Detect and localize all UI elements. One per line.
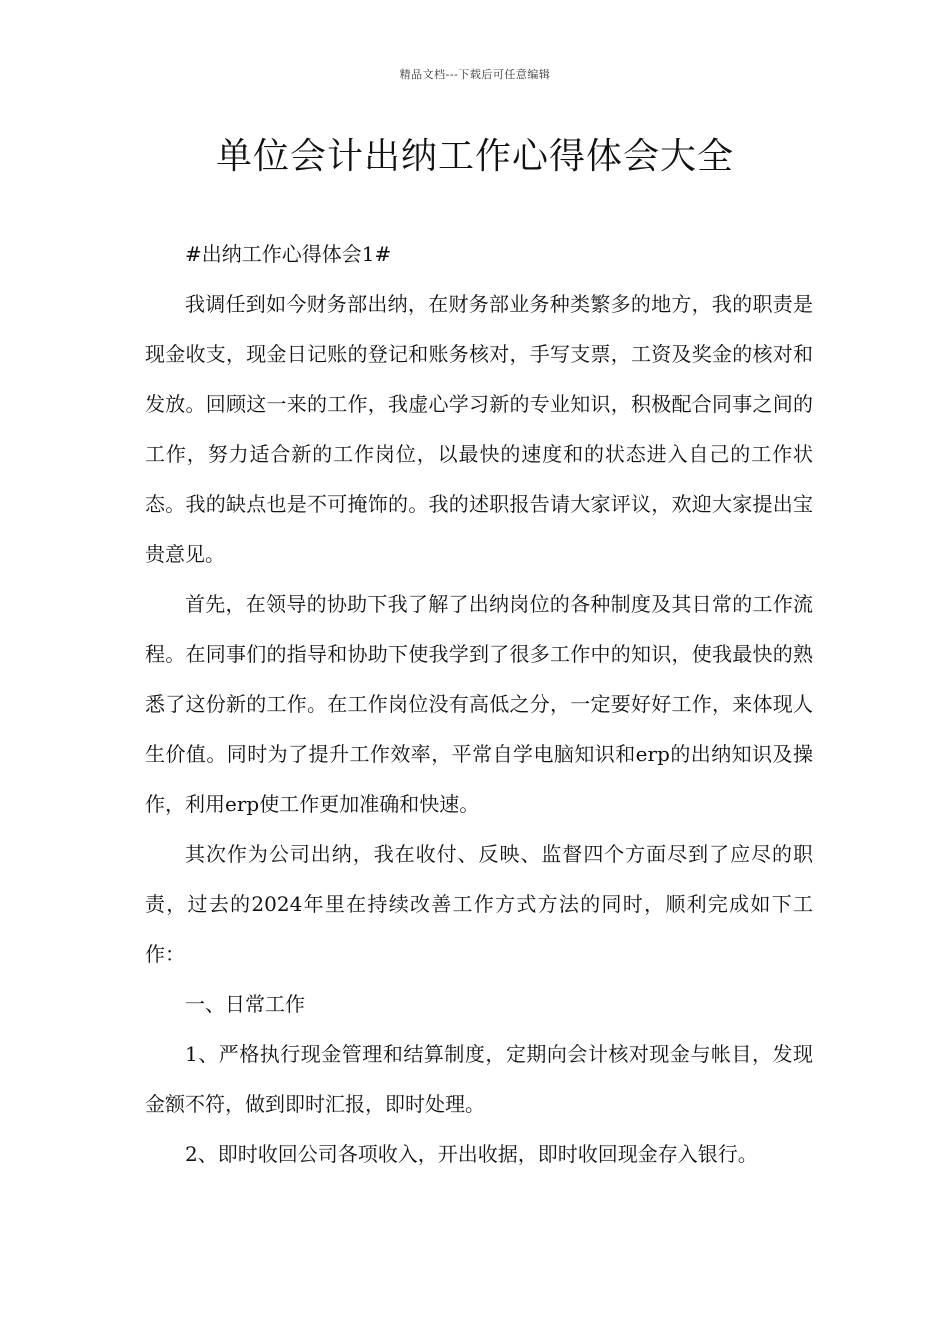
list-item-1: 1、严格执行现金管理和结算制度，定期向会计核对现金与帐目，发现金额不符，做到即时汇报，即时处理。 [145,1042,813,1116]
section-heading-1: #出纳工作心得体会1# [185,242,392,266]
document-body [145,229,813,1179]
paragraph-second: 其次作为公司出纳，我在收付、反映、监督四个方面尽到了应尽的职责，过去的2024年里在持续改善工作方式方法的同时，顺利完成如下工作： [145,842,813,966]
document-title: 单位会计出纳工作心得体会大全 [215,136,734,177]
page-header-note: 精品文档---下载后可任意编辑 [399,68,551,81]
list-item-2: 2、即时收回公司各项收入，开出收据，即时收回现金存入银行。 [185,1142,758,1166]
subheading-daily-work: 一、日常工作 [185,992,305,1016]
paragraph-intro: 我调任到如今财务部出纳，在财务部业务种类繁多的地方，我的职责是现金收支，现金日记账的登记和账务核对，手写支票，工资及奖金的核对和发放。回顾这一来的工作，我虚心学习新的专业知识，积极配合同事之间的工作，努力适合新的工作岗位，以最快的速度和的状态进入自己的工作状态。我的缺点也是不可掩饰的。我的述职报告请大家评议，欢迎大家提出宝贵意见。 [145,292,813,566]
paragraph-first: 首先，在领导的协助下我了解了出纳岗位的各种制度及其日常的工作流程。在同事们的指导和协助下使我学到了很多工作中的知识，使我最快的熟悉了这份新的工作。在工作岗位没有高低之分，一定要好好工作，来体现人生价值。同时为了提升工作效率，平常自学电脑知识和erp的出纳知识及操作，利用erp使工作更加准确和快速。 [145,592,813,816]
